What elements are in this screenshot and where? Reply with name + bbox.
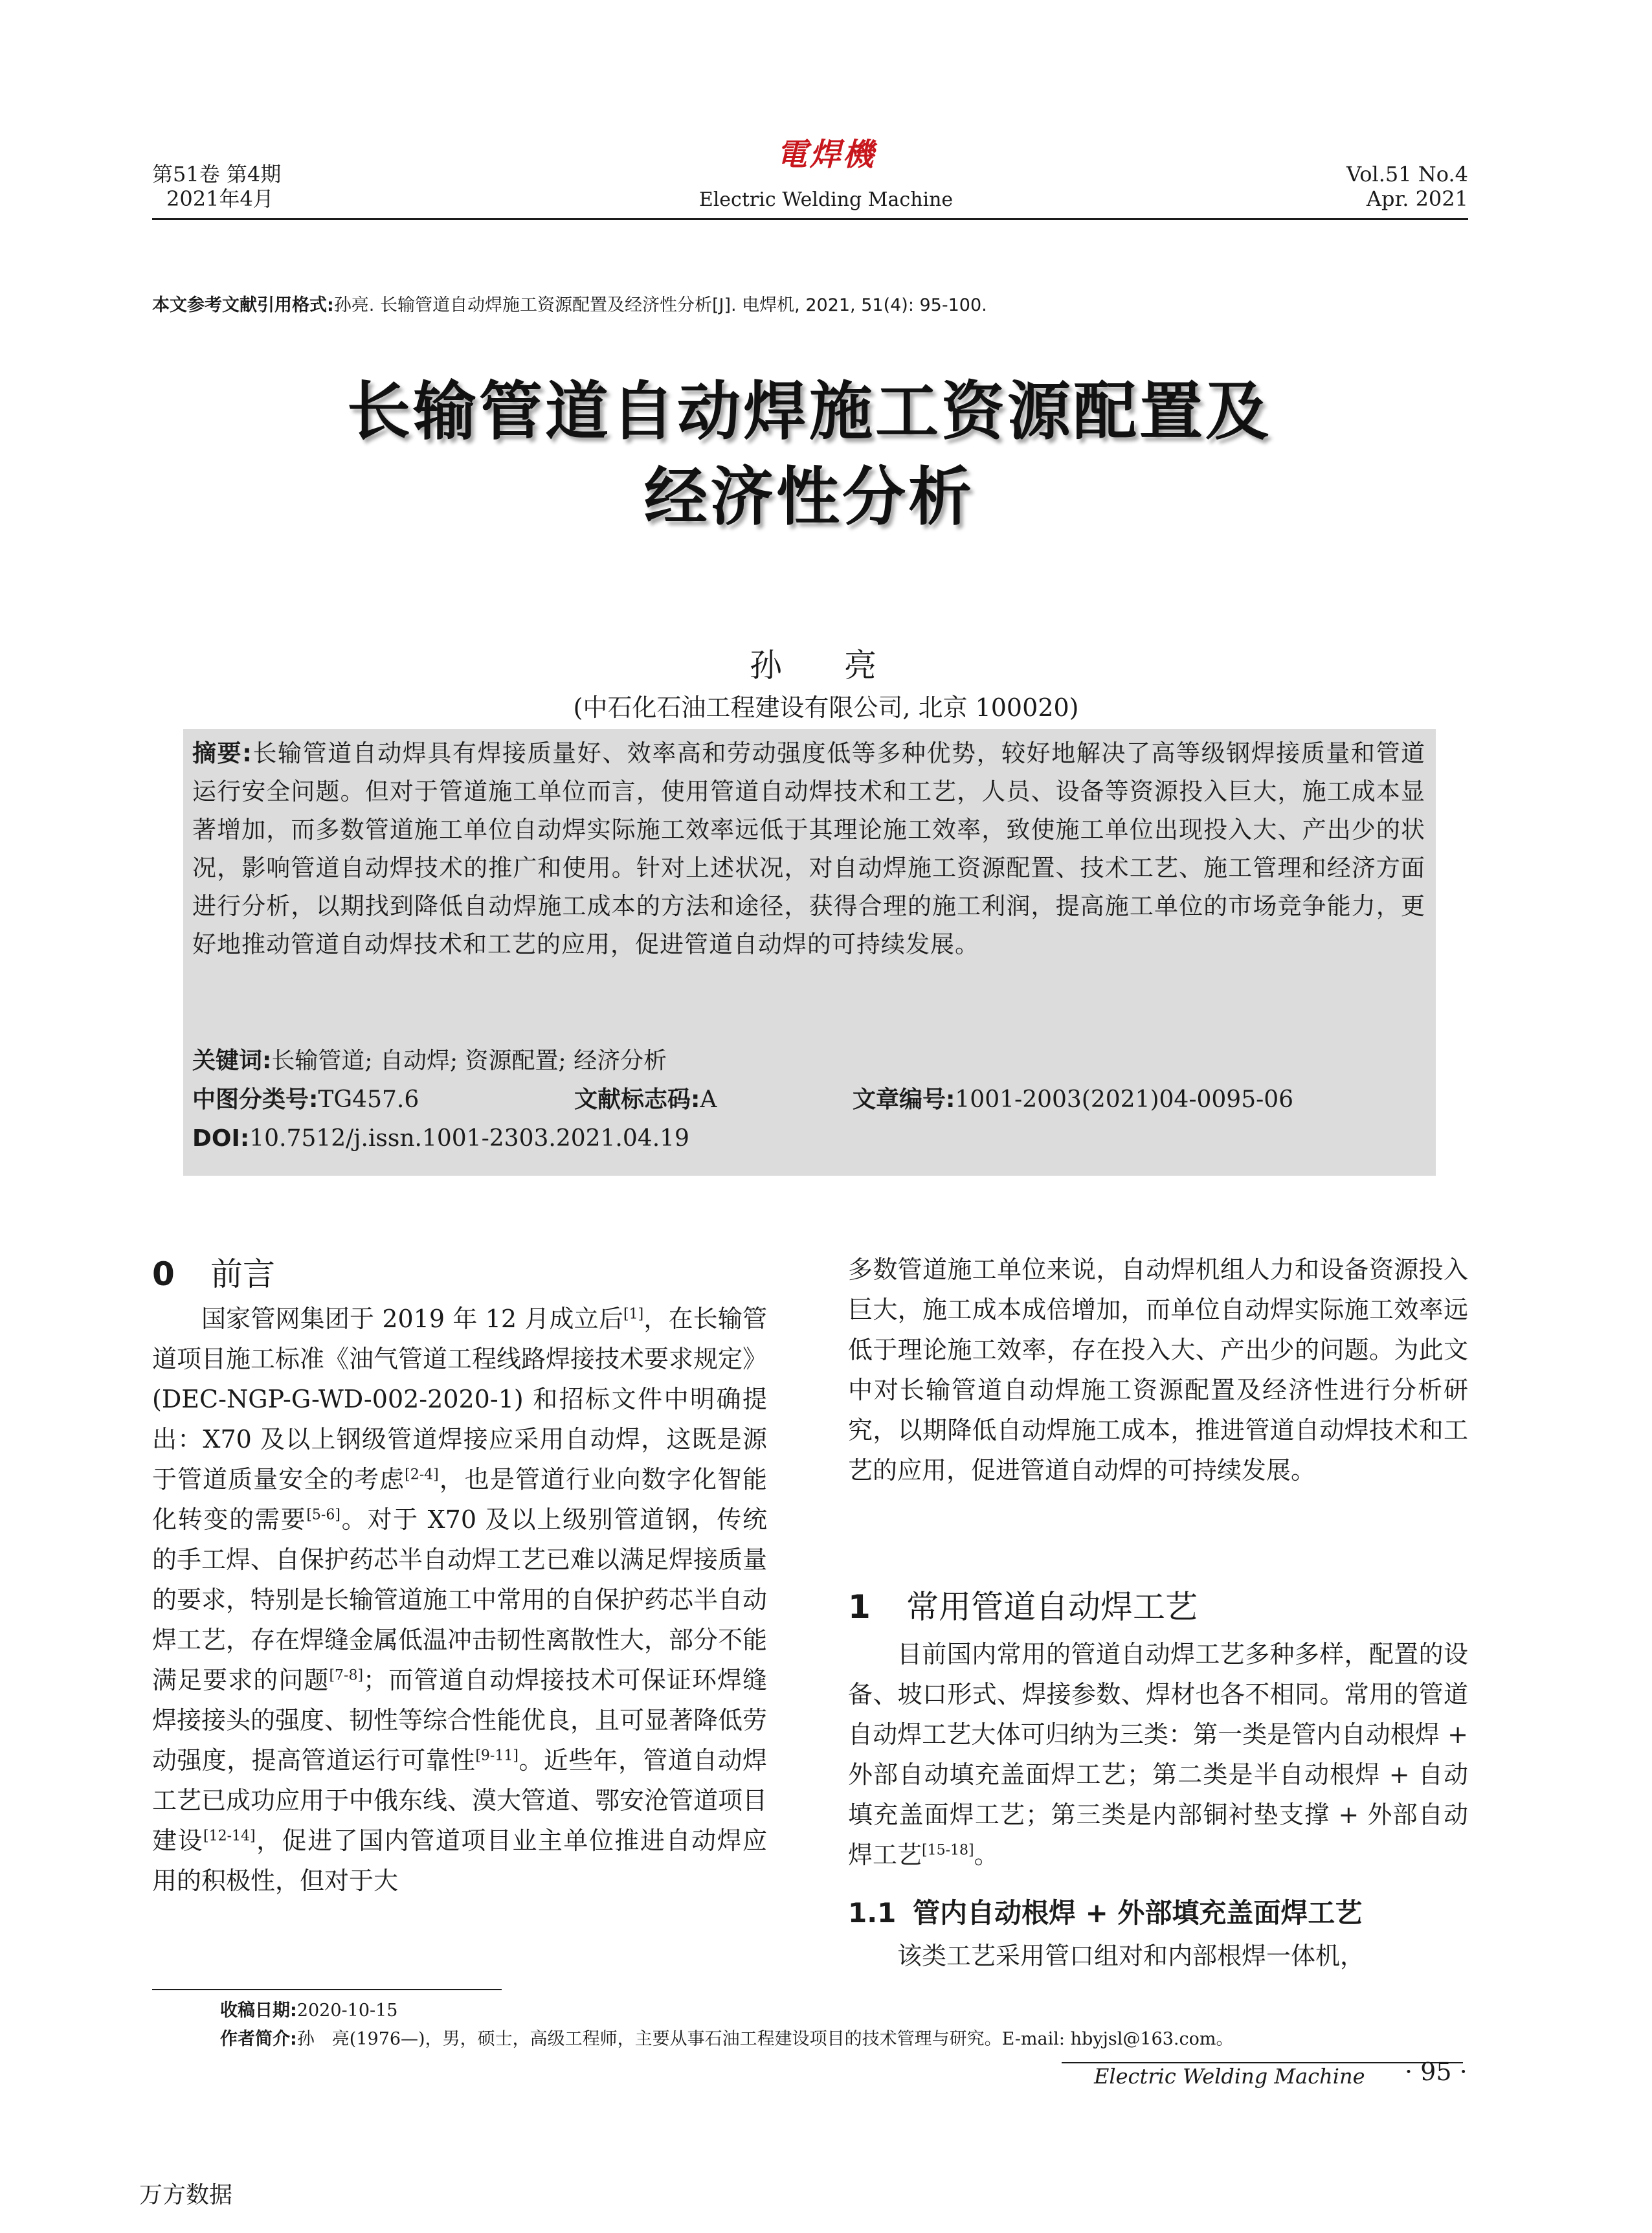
- doi-line: [192, 1121, 1425, 1157]
- section-0-paragraph-1: [152, 1299, 767, 1901]
- section-0-text-run: 。近些年，管道自动焊工艺已成功应用于中俄东线、漠大管道、鄂安沧管道项目建设: [152, 1746, 768, 1855]
- clc-value: TG457.6: [318, 1086, 419, 1113]
- section-0-text-run: ，促进了国内管道项目业主单位推进自动焊应用的积极性，但对于大: [152, 1826, 767, 1895]
- section-0-text-run: ；而管道自动焊接技术可保证环焊缝焊接接头的强度、韧性等综合性能优良，且可显著降低劳动强度，提高管道运行可靠性: [152, 1666, 768, 1775]
- author-bio-line: [220, 2025, 1450, 2054]
- doccode-value: A: [700, 1086, 717, 1113]
- journal-logo: 電焊機: [776, 137, 876, 173]
- journal-subtitle: Electric Welding Machine: [698, 188, 954, 211]
- header-date: 2021年4月: [166, 186, 274, 211]
- header-date-en: Apr. 2021: [1366, 186, 1468, 211]
- citation-text: 孙亮. 长输管道自动焊施工资源配置及经济性分析[J]. 电焊机, 2021, 51(4): 95-100.: [333, 295, 987, 315]
- header-volume: 第51卷 第4期: [152, 162, 282, 186]
- articleno-label: 文章编号:: [853, 1086, 955, 1113]
- section-0-citation-ref: [1]: [623, 1306, 644, 1323]
- section-0-citation-ref: [12-14]: [203, 1828, 256, 1845]
- section-0-text-run: ，在长输管道项目施工标准《油气管道工程线路焊接技术要求规定》(DEC-NGP-G-WD-002-2020-1) 和招标文件中明确提出：X70 及以上钢级管道焊接应采用自动焊，这既是源于管道质量安全的考虑: [152, 1305, 768, 1494]
- received-label: 收稿日期:: [220, 2001, 297, 2021]
- author-affiliation: (中石化石油工程建设有限公司, 北京 100020): [573, 693, 1079, 722]
- doccode-label: 文献标志码:: [574, 1086, 700, 1113]
- page-footer-rule: [1062, 2062, 1463, 2063]
- doi-value: 10.7512/j.issn.1001-2303.2021.04.19: [249, 1125, 689, 1152]
- classification-line: [192, 1082, 1425, 1118]
- subsection-1-1-paragraph: 该类工艺采用管口组对和内部根焊一体机，: [897, 1942, 1365, 1970]
- section-0-text-run: ，也是管道行业向数字化智能化转变的需要: [152, 1465, 767, 1534]
- section-0-paragraph-1-continued: 多数管道施工单位来说，自动焊机组人力和设备资源投入巨大，施工成本成倍增加，而单位自动焊实际施工效率远低于理论施工效率，存在投入大、产出少的问题。为此文中对长输管道自动焊施工资源配置及经济性进行分析研究，以期降低自动焊施工成本，推进管道自动焊技术和工艺的应用，促进管道自动焊的可持续发展。: [848, 1255, 1468, 1485]
- wanfang-watermark: 万方数据: [139, 2182, 233, 2208]
- section-0-citation-ref: [5-6]: [306, 1507, 340, 1523]
- section-0-title: 前言: [210, 1255, 275, 1293]
- keywords-label: 关键词:: [192, 1048, 272, 1074]
- footnote-block: [220, 1997, 1450, 2054]
- author-name: 孙 亮: [750, 647, 902, 684]
- section-0-text-run: 国家管网集团于 2019 年 12 月成立后: [201, 1305, 623, 1333]
- title-line-1: 长输管道自动焊施工资源配置及: [346, 375, 1271, 449]
- section-0-citation-ref: [7-8]: [329, 1667, 364, 1684]
- subsection-1-1-number: 1.1: [848, 1897, 897, 1929]
- subsection-1-1-title: 管内自动根焊 + 外部填充盖面焊工艺: [913, 1897, 1363, 1929]
- section-1-text-run: 目前国内常用的管道自动焊工艺多种多样，配置的设备、坡口形式、焊接参数、焊材也各不相同。常用的管道自动焊工艺大体可归纳为三类：第一类是管内自动根焊 + 外部自动填充盖面焊工艺；第二类是半自动根焊 + 自动填充盖面焊工艺；第三类是内部铜衬垫支撑 + 外部自动焊工艺: [848, 1640, 1468, 1869]
- section-1-text-run: 。: [974, 1841, 999, 1869]
- section-1-heading: [848, 1588, 1198, 1626]
- subsection-1-1-heading: [848, 1895, 1362, 1931]
- header-volume-issue: [152, 162, 281, 211]
- section-0-heading: [152, 1255, 275, 1294]
- abstract-box: [183, 729, 1436, 1176]
- citation-label: 本文参考文献引用格式:: [152, 295, 334, 315]
- abstract-text: 长输管道自动焊具有焊接质量好、效率高和劳动强度低等多种优势，较好地解决了高等级钢焊接质量和管道运行安全问题。但对于管道施工单位而言，使用管道自动焊技术和工艺，人员、设备等资源投入巨大，施工成本显著增加，而多数管道施工单位自动焊实际施工效率远低于其理论施工效率，致使施工单位出现投入大、产出少的状况，影响管道自动焊技术的推广和使用。针对上述状况，对自动焊施工资源配置、技术工艺、施工管理和经济方面进行分析，以期找到降低自动焊施工成本的方法和途径，获得合理的施工利润，提高施工单位的市场竞争能力，更好地推动管道自动焊技术和工艺的应用，促进管道自动焊的可持续发展。: [192, 739, 1426, 958]
- section-0-text-run: 。对于 X70 及以上级别管道钢，传统的手工焊、自保护药芯半自动焊工艺已难以满足焊接质量的要求，特别是长输管道施工中常用的自保护药芯半自动焊工艺，存在焊缝金属低温冲击韧性离散性大，部分不能满足要求的问题: [152, 1505, 768, 1694]
- section-0-number: 0: [152, 1255, 175, 1293]
- articleno-value: 1001-2003(2021)04-0095-06: [955, 1086, 1294, 1113]
- abstract-label: 摘要:: [192, 739, 252, 767]
- section-0-citation-ref: [9-11]: [475, 1747, 519, 1764]
- page-number: · 95 ·: [1405, 2058, 1468, 2086]
- section-1-number: 1: [848, 1588, 871, 1626]
- abstract-paragraph: [192, 734, 1425, 963]
- header-rule: [152, 218, 1468, 220]
- footnote-rule: [152, 1989, 502, 1990]
- footer-journal-name: Electric Welding Machine: [1094, 2064, 1365, 2089]
- header-volume-en-line: Vol.51 No.4: [1346, 162, 1468, 186]
- author-bio: 孙 亮(1976—)，男，硕士，高级工程师，主要从事石油工程建设项目的技术管理与研究。E-mail: hbyjsl@163.com。: [296, 2029, 1234, 2049]
- keywords-line: [192, 1043, 1425, 1079]
- keywords-text: 长输管道; 自动焊; 资源配置; 经济分析: [271, 1048, 667, 1074]
- clc-label: 中图分类号:: [192, 1086, 318, 1113]
- doccode-group: [574, 1082, 717, 1118]
- received-date: 2020-10-15: [296, 2001, 398, 2021]
- section-1-paragraph-1: [848, 1634, 1468, 1875]
- article-title: [117, 369, 1502, 540]
- section-1-title: 常用管道自动焊工艺: [906, 1588, 1198, 1626]
- section-0-citation-ref: [2-4]: [405, 1466, 439, 1483]
- title-line-2: 经济性分析: [643, 460, 974, 534]
- doi-label: DOI:: [192, 1125, 250, 1152]
- received-date-line: [220, 1997, 1450, 2025]
- header-volume-en: [1346, 162, 1468, 211]
- bio-label: 作者简介:: [220, 2029, 297, 2049]
- articleno-group: [853, 1082, 1293, 1118]
- citation-line: [152, 295, 1468, 317]
- section-1-citation-ref: [15-18]: [922, 1842, 974, 1859]
